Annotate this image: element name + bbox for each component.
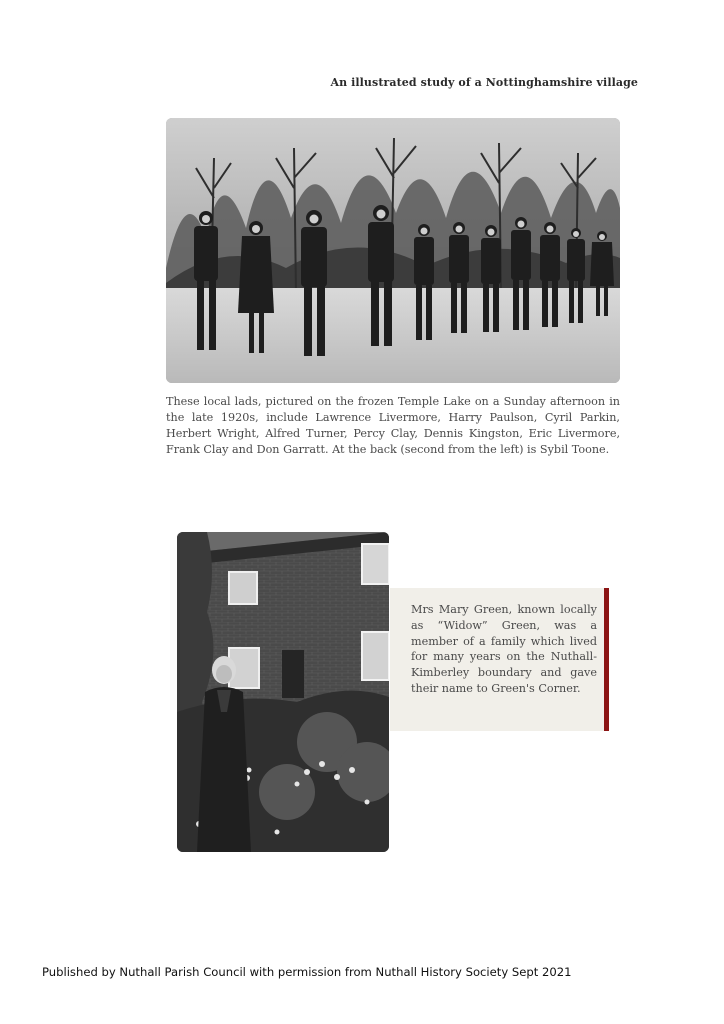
widow-green-caption: Mrs Mary Green, known locally as “Widow” Green, was a member of a family which lived for many years on the Nuthall-Kimberley boundary and gave their name to Green's Corner. bbox=[411, 603, 597, 695]
skaters-photo-image bbox=[166, 118, 620, 383]
widow-green-sidebar bbox=[390, 588, 609, 731]
skaters-photo bbox=[166, 118, 620, 383]
publisher-footer: Published by Nuthall Parish Council with permission from Nuthall History Society Sept 2021 bbox=[42, 965, 572, 979]
widow-green-photo-image bbox=[177, 532, 389, 852]
running-header: An illustrated study of a Nottinghamshire village bbox=[330, 76, 638, 89]
skaters-caption: These local lads, pictured on the frozen Temple Lake on a Sunday afternoon in the late 1920s, include Lawrence Livermore, Harry Paulson, Cyril Parkin, Herbert Wright, Alfred Turner, Percy Clay, Dennis Kingston, Eric Livermore, Frank Clay and Don Garratt. At the back (second from the left) is Sybil Toone. bbox=[166, 395, 620, 456]
widow-green-photo bbox=[177, 532, 389, 852]
